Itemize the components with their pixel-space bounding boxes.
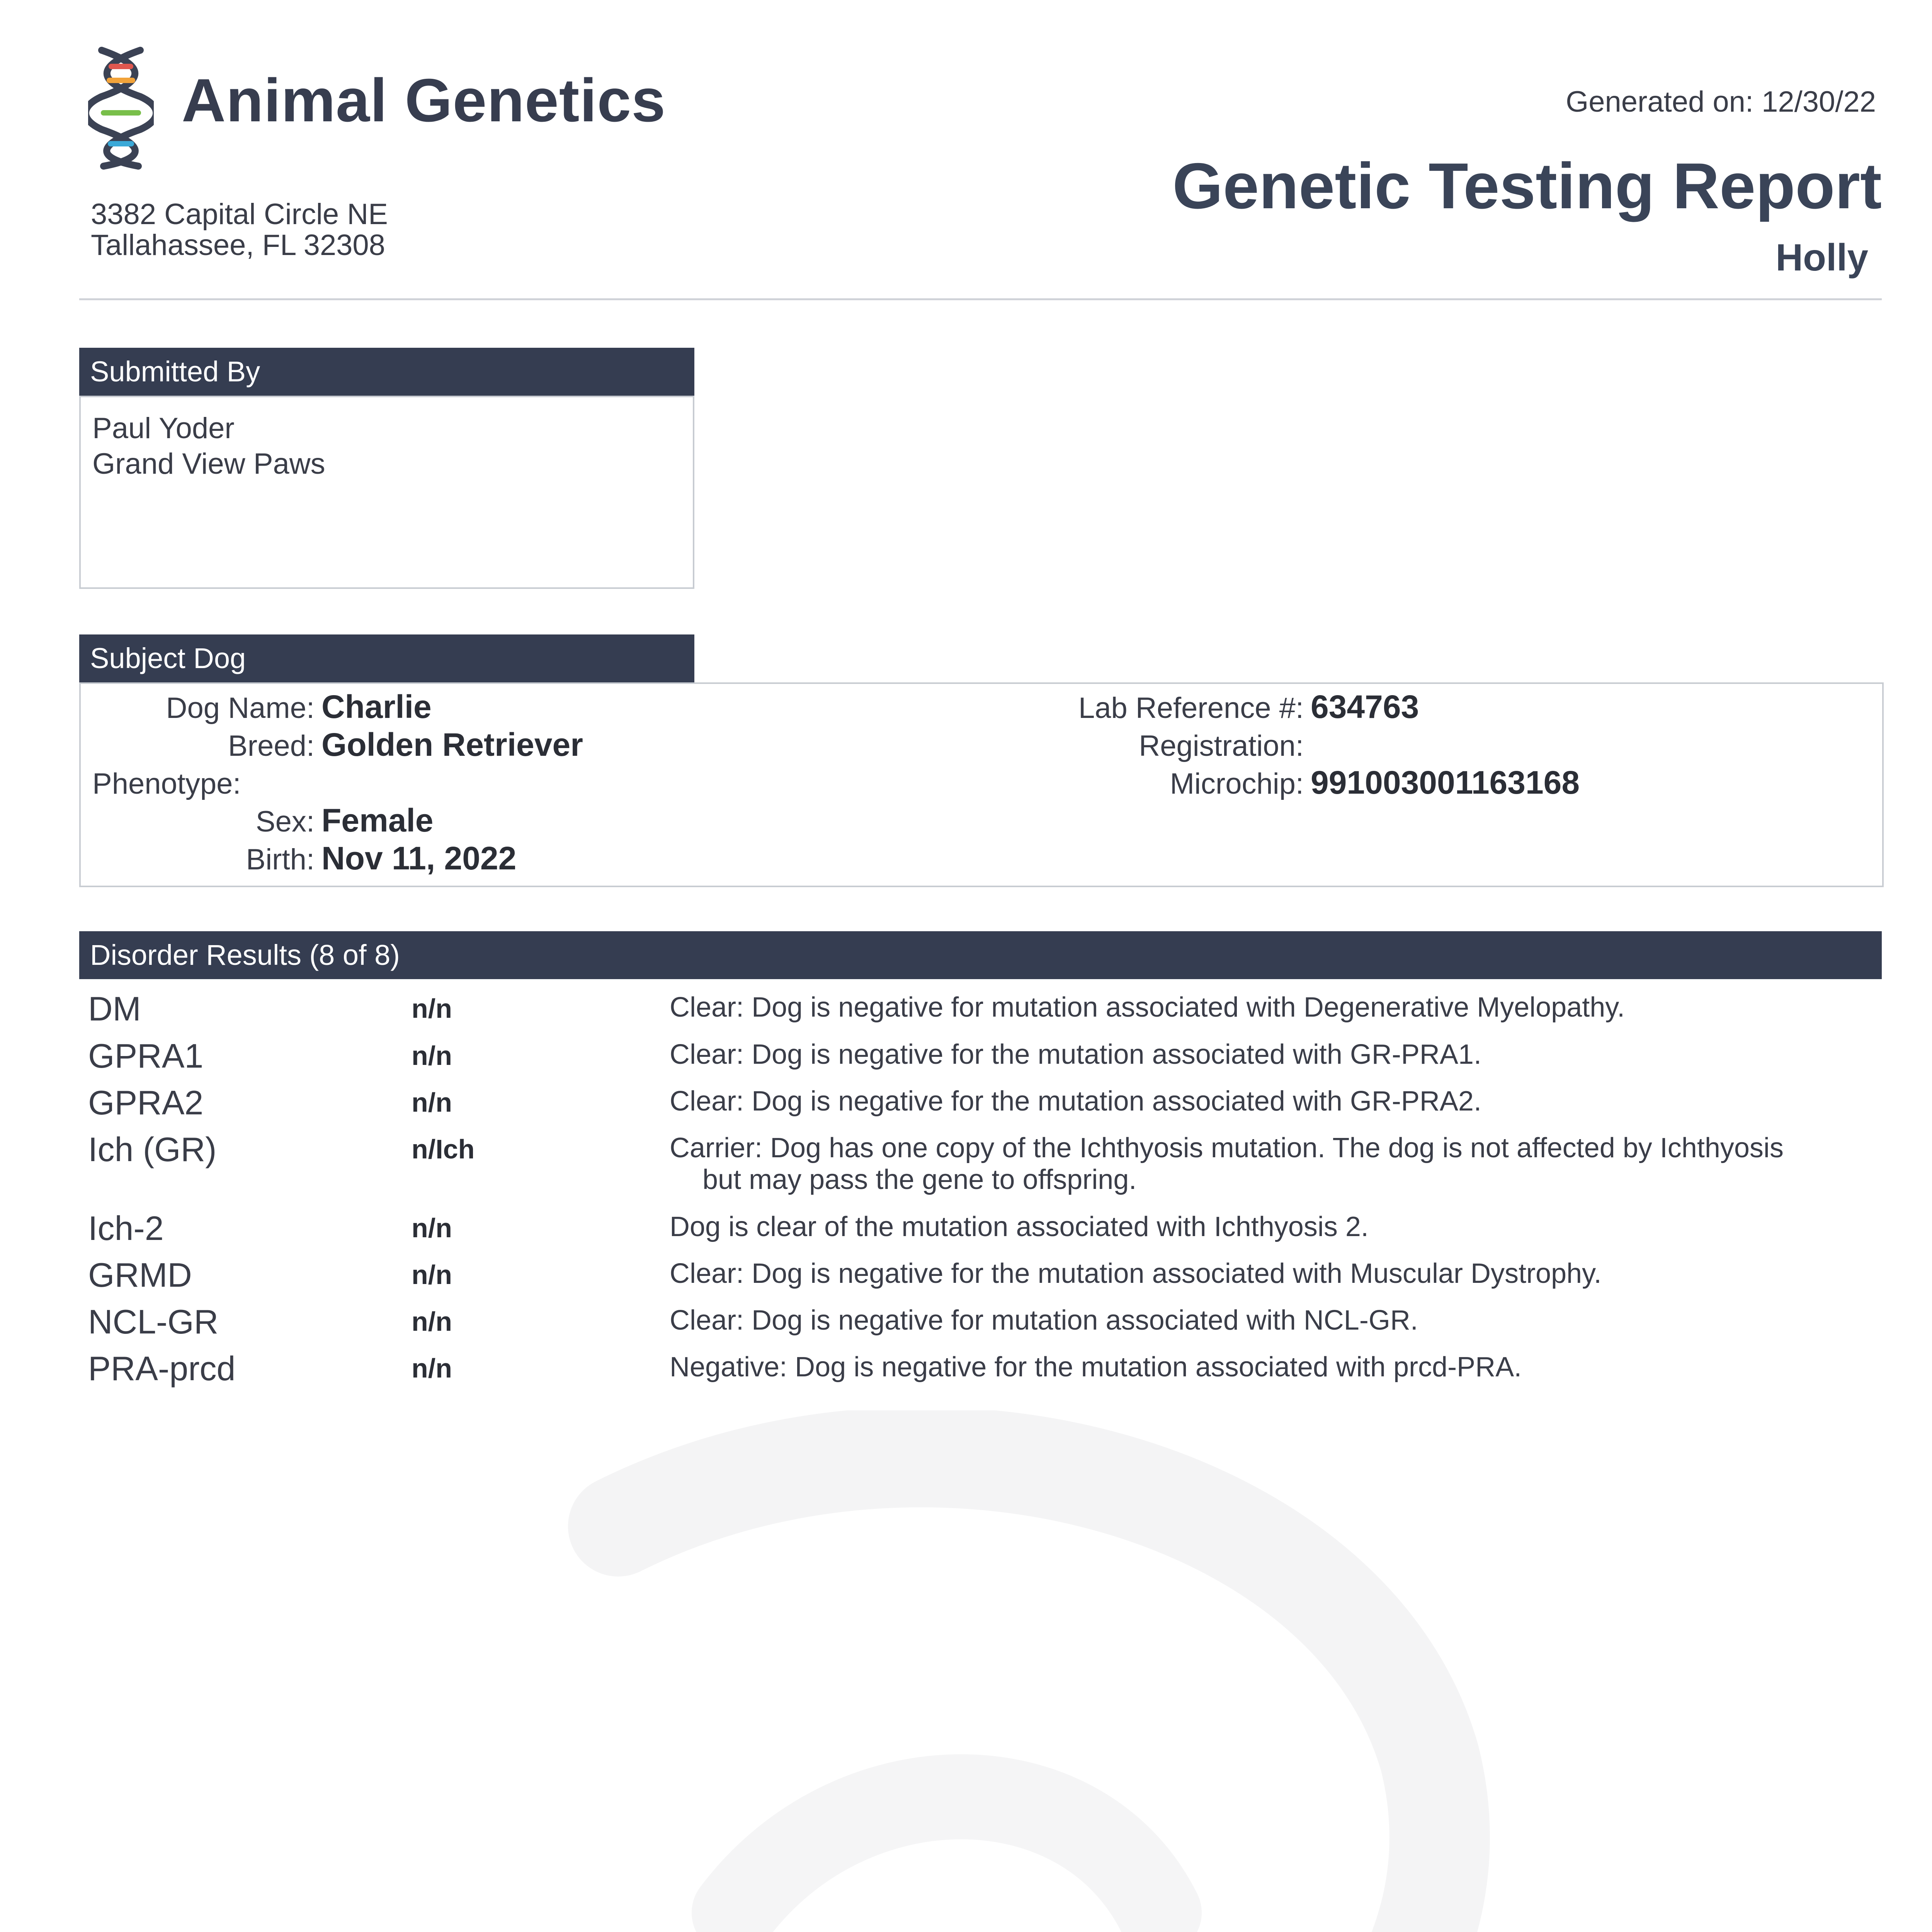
submitted-by-header: Submitted By bbox=[79, 348, 694, 396]
result-description: Clear: Dog is negative for the mutation associated with GR-PRA1. bbox=[670, 1039, 1481, 1070]
report-title: Genetic Testing Report bbox=[1172, 150, 1882, 222]
lab-ref-value: 634763 bbox=[1311, 689, 1419, 725]
sex-label: Sex: bbox=[255, 805, 315, 838]
dog-name-row bbox=[81, 688, 432, 727]
breed-row bbox=[81, 726, 583, 765]
microchip-label: Microchip: bbox=[1170, 767, 1304, 800]
disorder-name: Ich (GR) bbox=[88, 1130, 217, 1168]
disorder-name: GRMD bbox=[88, 1256, 192, 1294]
birth-label: Birth: bbox=[246, 843, 315, 876]
result-description: Clear: Dog is negative for mutation associated with Degenerative Myelopathy. bbox=[670, 992, 1625, 1023]
disorder-name: GPRA1 bbox=[88, 1037, 204, 1075]
disorder-name: PRA-prcd bbox=[88, 1349, 236, 1388]
genotype: n/n bbox=[412, 993, 452, 1024]
disorder-results-header: Disorder Results (8 of 8) bbox=[79, 931, 1882, 979]
submitted-by-box bbox=[79, 396, 694, 589]
generated-date: Generated on: 12/30/22 bbox=[1566, 85, 1876, 118]
birth-row bbox=[81, 839, 516, 879]
genotype: n/n bbox=[412, 1041, 452, 1071]
header-divider bbox=[79, 298, 1882, 300]
sex-row bbox=[81, 801, 434, 841]
disorder-name: GPRA2 bbox=[88, 1083, 204, 1122]
disorder-name: DM bbox=[88, 990, 141, 1028]
genotype: n/Ich bbox=[412, 1134, 475, 1164]
subject-dog-header: Subject Dog bbox=[79, 634, 694, 682]
breed-label: Breed: bbox=[228, 730, 315, 762]
lab-ref-row bbox=[1000, 688, 1419, 727]
breed-value: Golden Retriever bbox=[321, 726, 583, 763]
address-line-2: Tallahassee, FL 32308 bbox=[91, 229, 385, 262]
genotype: n/n bbox=[412, 1306, 452, 1337]
result-description: Carrier: Dog has one copy of the Ichthyosis mutation. The dog is not affected by Ichthyosis but may pass the gene to offspring. bbox=[670, 1133, 1784, 1195]
microchip-value: 991003001163168 bbox=[1311, 764, 1580, 801]
report-subject-name: Holly bbox=[1776, 236, 1868, 279]
result-description: Clear: Dog is negative for the mutation associated with GR-PRA2. bbox=[670, 1086, 1481, 1117]
result-description: Dog is clear of the mutation associated with Ichthyosis 2. bbox=[670, 1211, 1369, 1242]
genotype: n/n bbox=[412, 1260, 452, 1290]
address-line-1: 3382 Capital Circle NE bbox=[91, 198, 388, 231]
result-description: Negative: Dog is negative for the mutation associated with prcd-PRA. bbox=[670, 1352, 1522, 1383]
registration-row bbox=[1000, 726, 1311, 765]
watermark-icon bbox=[270, 1410, 1662, 1932]
genotype: n/n bbox=[412, 1353, 452, 1383]
result-description: Clear: Dog is negative for the mutation associated with Muscular Dystrophy. bbox=[670, 1258, 1602, 1289]
microchip-row bbox=[1000, 764, 1580, 803]
submitter-name: Paul Yoder bbox=[92, 412, 235, 445]
genotype: n/n bbox=[412, 1213, 452, 1243]
brand-name: Animal Genetics bbox=[182, 66, 666, 134]
disorder-name: Ich-2 bbox=[88, 1209, 164, 1247]
lab-ref-label: Lab Reference #: bbox=[1078, 692, 1304, 724]
phenotype-row bbox=[81, 764, 248, 803]
result-description: Clear: Dog is negative for mutation associated with NCL-GR. bbox=[670, 1305, 1418, 1336]
dog-name-label: Dog Name: bbox=[166, 692, 315, 724]
dna-logo-icon bbox=[88, 43, 154, 170]
phenotype-label: Phenotype: bbox=[92, 767, 241, 800]
dog-name-value: Charlie bbox=[321, 689, 432, 725]
lab-address bbox=[91, 199, 388, 261]
sex-value: Female bbox=[321, 802, 434, 838]
birth-value: Nov 11, 2022 bbox=[321, 840, 517, 876]
subject-dog-box bbox=[79, 682, 1884, 887]
submitter-organization: Grand View Paws bbox=[92, 447, 325, 480]
registration-label: Registration: bbox=[1139, 730, 1304, 762]
genotype: n/n bbox=[412, 1087, 452, 1117]
disorder-name: NCL-GR bbox=[88, 1303, 219, 1341]
